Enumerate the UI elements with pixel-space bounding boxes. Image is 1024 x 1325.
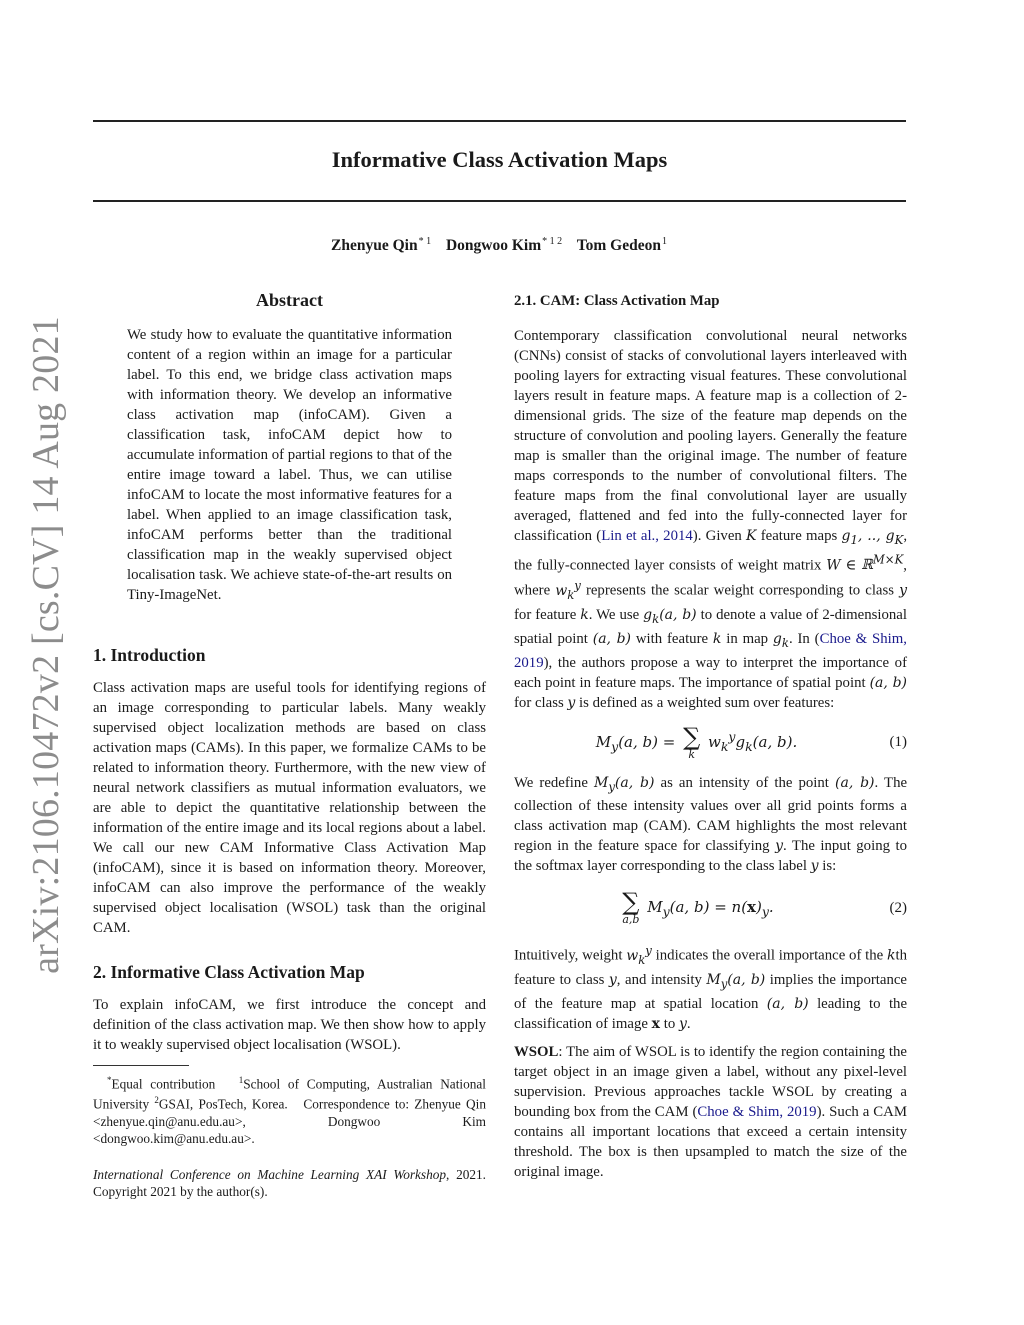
arxiv-watermark: arXiv:2106.10472v2 [cs.CV] 14 Aug 2021 bbox=[25, 316, 67, 974]
citation-choe-shim-2019-b[interactable]: Choe & Shim, 2019 bbox=[697, 1103, 817, 1120]
introduction-text: Class activation maps are useful tools for identifying regions of an image corresponding to particular labels. Many weakly supervised object localization methods are based on class activation maps (CAMs). In this paper, we formalize CAMs to be related to information theory. Furthermore, with the new view of neural network classifiers as mutual information evaluators, we are able to depict the quantitative relationship between the information of the entire image and its local regions about a label. We call our new CAM Informative Class Activation Map (infoCAM), since it is based on information theory. Moreover, infoCAM can also improve the performance of the weakly supervised object localisation (WSOL) task than the original CAM. bbox=[93, 680, 486, 936]
cam-paragraph-1: Contemporary classification convolutional neural networks (CNNs) consist of stacks of convolutional layers interleaved with pooling layers for extracting visual features. These convolutional layers result in feature maps. A feature map is a collection of 2-dimensional grids. The size of the feature map depends on the structure of convolution and pooling layers. Generally the feature map is smaller than the original image. The number of feature maps corresponds to the number of convolutional filters. The feature maps from the final convolutional layer are usually averaged, flattened and fed into the fully-connected layer for classification (Lin et al., 2014). Given K feature maps $g_1$, .., $g_K$, the fully-connected layer consists of weight matrix W ∈ ℝ$^{M\times K}$, where $w_k^y$ represents the scalar weight corresponding to class y for feature k. We use $g_k(a$, b) to denote a value of 2-dimensional spatial point (a, b) with feature k in map $g_k$. In (Choe & Shim, 2019), the authors propose a way to interpret the importance of each point in feature maps. The importance of spatial point (a, b) for class y is defined as a weighted sum over features: bbox=[514, 328, 908, 711]
footnote-corr2-name: Dongwoo Kim bbox=[327, 1113, 486, 1129]
abstract-text: We study how to evaluate the quantitative information content of a region within an image for a particular label. To this end, we bridge class activation maps with information theory. We develop an informative class activation map (infoCAM). Given a classification task, infoCAM depict how to accumulate information of partial regions to that of the entire image toward a label. Thus, we can utilise infoCAM to locate the most informative features for a label. When applied to an image classification task, infoCAM performs better than the traditional classification map in the weakly supervised object localisation task. We achieve state-of-the-art results on Tiny-ImageNet. bbox=[127, 327, 452, 603]
footnote-equal: Equal contribution bbox=[111, 1076, 216, 1092]
cam-paragraph-3: Intuitively, weight $w_k^y$ indicates the overall importance of the kth feature to class y, and intensity $M_y(a$, b) implies the importance of the feature map at spatial location (a, b) leading to the classification of image x to y. bbox=[514, 943, 908, 1032]
venue-note: International Conference on Machine Learning XAI Workshop, 2021. Copyright 2021 by the author(s). bbox=[93, 1166, 486, 1199]
cam-heading: 2.1. CAM: Class Activation Map bbox=[514, 293, 720, 309]
section2-text: To explain infoCAM, we first introduce the concept and definition of the class activation map. We then show how to apply it to weakly supervised object localisation (WSOL). bbox=[93, 997, 486, 1053]
section2-heading: 2. Informative Class Activation Map bbox=[93, 962, 365, 982]
author-name: Tom Gedeon bbox=[576, 237, 661, 254]
equation-2-number: (2) bbox=[889, 899, 907, 916]
author-affil: * 1 2 bbox=[542, 236, 563, 247]
introduction-heading: 1. Introduction bbox=[93, 645, 206, 665]
footnote-affil1: School of Computing, Australian National University bbox=[93, 1076, 486, 1112]
citation-lin-2014[interactable]: Lin et al., 2014 bbox=[601, 528, 693, 544]
cam-paragraph-2: We redefine $M_y(a$, b) as an intensity of the point (a, b). The collection of these intensity values over all grid points forms a class activation map (CAM). CAM highlights the most relevant region in the feature space for classifying y. The input going to the softmax layer corresponding to the class label y is: bbox=[514, 774, 908, 875]
equation-1-number: (1) bbox=[889, 734, 907, 750]
author-name: Dongwoo Kim bbox=[445, 237, 542, 254]
abstract-heading: Abstract bbox=[256, 290, 323, 310]
footnote: *Equal contribution $^1$School of Computing, Australian National University $^2$GSAI, PosTech, Korea. Correspondence to: Zhenyue Qin <zhenyue.qin@anu.edu.au>, Dongwoo Kim <dongwoo.kim@anu.edu.au>. bbox=[93, 1075, 486, 1146]
footnote-corr1-email[interactable]: zhenyue.qin@anu.edu.au bbox=[100, 1113, 235, 1129]
footnote-affil2: GSAI, PosTech, Korea. bbox=[158, 1096, 288, 1112]
title-top-rule bbox=[93, 120, 906, 122]
author-list bbox=[93, 236, 906, 255]
author-name: Zhenyue Qin bbox=[331, 237, 418, 254]
author-affil: 1 bbox=[662, 236, 667, 247]
right-column bbox=[514, 293, 907, 1182]
footnote-rule bbox=[93, 1065, 189, 1066]
venue-copyright: 2021. Copyright 2021 by the author(s). bbox=[93, 1166, 486, 1199]
wsol-label: WSOL bbox=[514, 1043, 559, 1060]
paper-title: Informative Class Activation Maps bbox=[331, 147, 668, 172]
venue-name: International Conference on Machine Learning XAI Workshop bbox=[93, 1166, 447, 1182]
footnote-correspondence: Correspondence to: bbox=[303, 1096, 410, 1112]
footnote-corr1-name: Zhenyue Qin bbox=[414, 1096, 486, 1112]
wsol-paragraph: WSOL: The aim of WSOL is to identify the region containing the target object in an image given a label, without any pixel-level supervision. Previous approaches tackle WSOL by creating a bounding box from the CAM (Choe & Shim, 2019). Such a CAM contains all important locations that exceed a certain intensity threshold. The box is then upsampled to match the size of the original image. bbox=[514, 1043, 907, 1180]
equation-1: $M_y(a$, b) = ∑ k $w_k^yg_k(a$, b). (1) bbox=[595, 722, 907, 761]
equation-2: ∑ a,b $M_y(a$, $b) = n(x)_y$. (2) bbox=[622, 888, 907, 927]
author-affil: * 1 bbox=[418, 236, 432, 247]
left-column bbox=[93, 290, 486, 1200]
title-bottom-rule bbox=[93, 200, 906, 202]
citation-choe-shim-2019[interactable]: Choe & Shim, 2019 bbox=[514, 630, 907, 671]
footnote-corr2-email[interactable]: dongwoo.kim@anu.edu.au bbox=[100, 1130, 244, 1146]
